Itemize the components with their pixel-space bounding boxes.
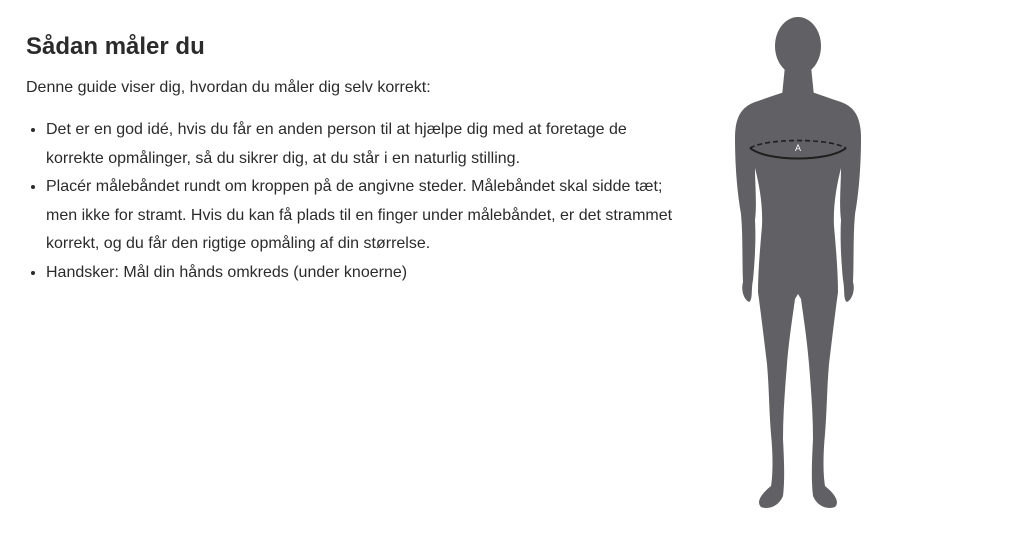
body-figure xyxy=(717,14,877,514)
guide-list xyxy=(26,116,686,287)
body-silhouette-icon xyxy=(717,14,877,514)
measurement-guide xyxy=(26,30,686,287)
page-title: Sådan måler du xyxy=(26,33,205,60)
list-item: • Det er en god idé, hvis du får en anden person til at hjælpe dig med at foretage de korrekte opmålinger, så du sikrer dig, at du står i en naturlig stilling. xyxy=(46,116,686,173)
measure-label: A xyxy=(794,143,802,153)
list-item: • Handsker: Mål din hånds omkreds (under knoerne) xyxy=(46,259,686,288)
guide-intro: Denne guide viser dig, hvordan du måler dig selv korrekt: xyxy=(26,79,431,96)
list-item: • Placér målebåndet rundt om kroppen på de angivne steder. Målebåndet skal sidde tæt; men ikke for stramt. Hvis du kan få plads til en finger under målebåndet, er det strammet korrekt, og du får den rigtige opmåling af din størrelse. xyxy=(46,173,686,259)
